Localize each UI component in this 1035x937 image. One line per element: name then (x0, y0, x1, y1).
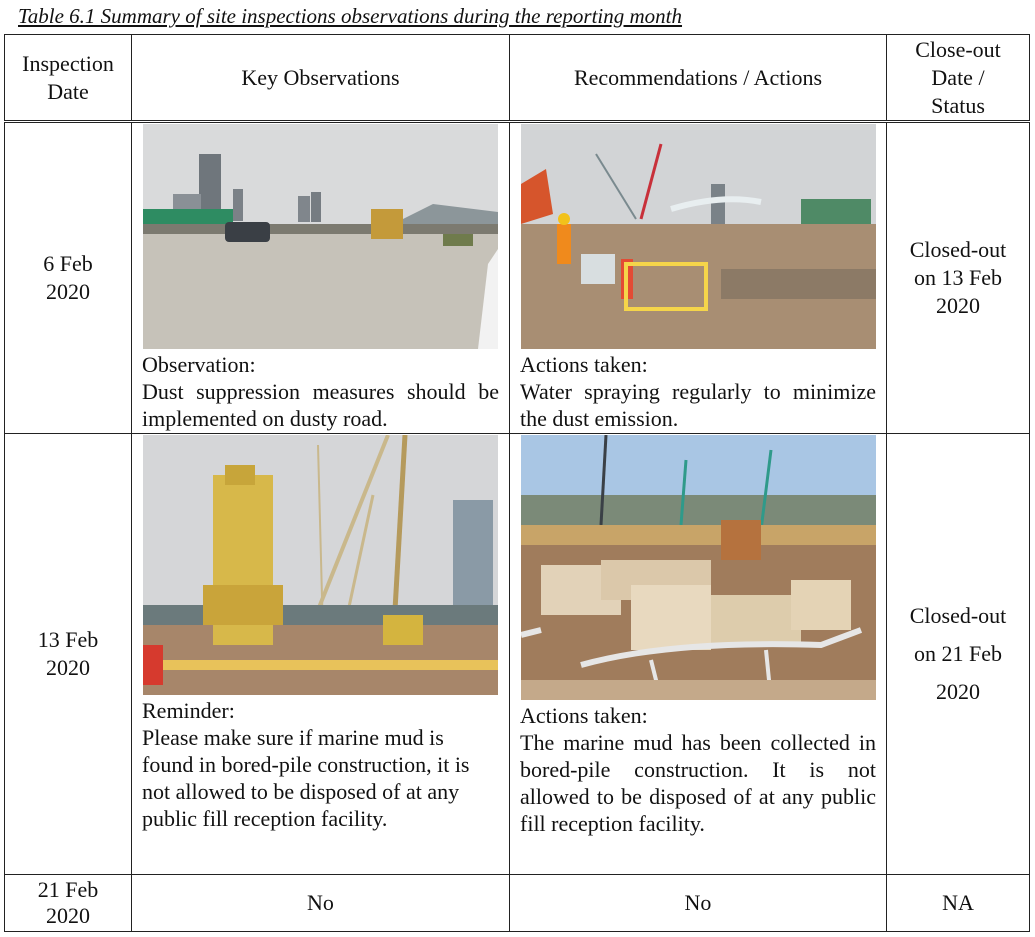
table-header-row (5, 35, 1030, 122)
water-spraying-photo (521, 124, 876, 349)
dusty-road-photo (143, 124, 498, 349)
reminder-text: Reminder: Please make sure if marine mud is found in bored-pile construction, it is not allowed to be disposed of at any public fill reception facility. (132, 695, 509, 832)
header-date: Inspection Date (5, 35, 132, 122)
row-status: NA (887, 875, 1030, 932)
observation-text: Observation: Dust suppression measures should be implemented on dusty road. (142, 352, 499, 431)
action-label: Actions taken: (520, 703, 648, 728)
table-row (5, 122, 1030, 434)
row-action (510, 122, 887, 434)
row-action: No (510, 875, 887, 932)
row-action (510, 434, 887, 875)
header-observations: Key Observations (132, 35, 510, 122)
reminder-label: Reminder: (142, 698, 235, 723)
row-date: 6 Feb 2020 (5, 122, 132, 434)
row-observation (132, 434, 510, 875)
table-row (5, 434, 1030, 875)
row-date: 13 Feb 2020 (5, 434, 132, 875)
action-text: Actions taken: Water spraying regularly to minimize the dust emission. (520, 352, 876, 431)
row-observation: No (132, 875, 510, 932)
row-status: Closed-out on 21 Feb 2020 (887, 434, 1030, 875)
table-row (5, 875, 1030, 932)
action-text: Actions taken: The marine mud has been collected in bored-pile construction. It is not allowed to be disposed of at any public fill reception facility. (520, 703, 876, 836)
marine-mud-photo (521, 435, 876, 700)
observation-label: Observation: (142, 352, 256, 377)
header-status: Close-out Date / Status (887, 35, 1030, 122)
table-caption: Table 6.1 Summary of site inspections observations during the reporting month (18, 4, 683, 28)
row-date: 21 Feb 2020 (5, 875, 132, 932)
row-status: Closed-out on 13 Feb 2020 (887, 122, 1030, 434)
row-observation (132, 122, 510, 434)
header-actions: Recommendations / Actions (510, 35, 887, 122)
action-label: Actions taken: (520, 352, 648, 377)
inspection-table (4, 34, 1030, 932)
bored-pile-rig-photo (143, 435, 498, 695)
